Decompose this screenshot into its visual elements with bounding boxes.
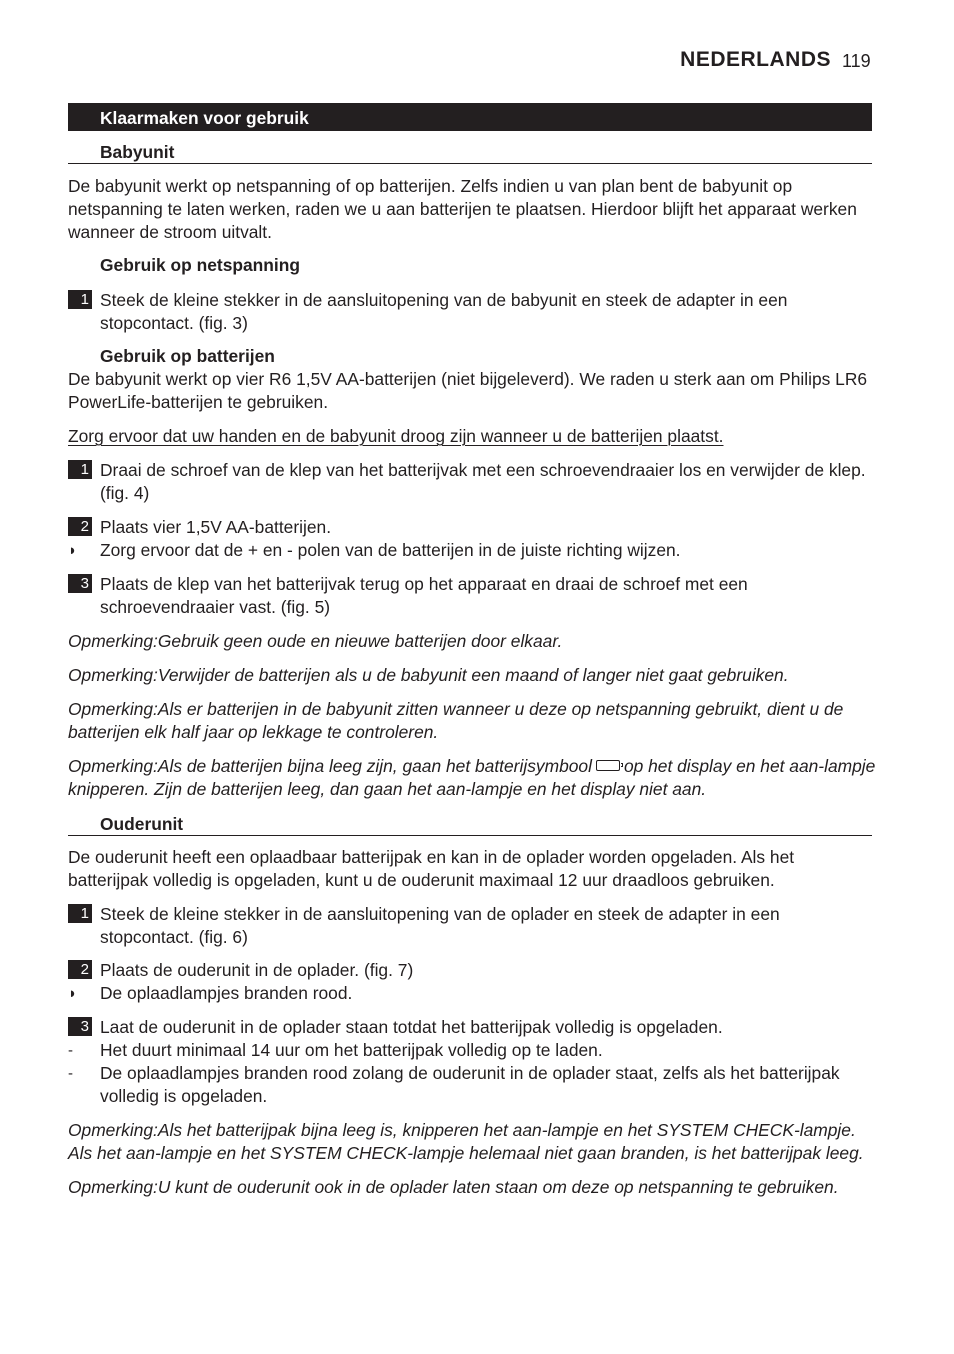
ouderunit-intro: De ouderunit heeft een oplaadbaar batterijpak en kan in de oplader worden opgeladen. Als het batterijpak volledig is opgeladen, kunt u de ouderunit maximaal 12 uur draadloos gebruiken. — [68, 847, 795, 890]
step-number: 1 — [68, 460, 92, 479]
dash-marker: - — [68, 1042, 73, 1059]
result-marker-icon: ◗ — [68, 542, 78, 559]
batteries-step-2 — [68, 516, 876, 539]
step-text: Plaats de klep van het batterijvak terug op het apparaat en draai de schroef met een schroevendraaier vast. (fig. 5) — [100, 574, 748, 617]
step-number: 1 — [68, 904, 92, 923]
note-text-part-1: Opmerking:Als de batterijen bijna leeg zijn, gaan het batterijsymbool — [68, 756, 592, 776]
step-text: Laat de ouderunit in de oplader staan totdat het batterijpak volledig is opgeladen. — [100, 1017, 723, 1037]
step-text: Steek de kleine stekker in de aansluitopening van de oplader en steek de adapter in een stopcontact. (fig. 6) — [100, 904, 780, 947]
page-number: 119 — [842, 51, 871, 71]
batteries-step-3 — [68, 573, 876, 619]
batteries-heading: Gebruik op batterijen — [100, 346, 275, 366]
ouderunit-step-2 — [68, 959, 876, 982]
babyunit-heading: Babyunit — [68, 140, 872, 164]
mains-step-1 — [68, 289, 876, 335]
battery-note-4 — [68, 755, 876, 801]
step-text: Steek de kleine stekker in de aansluitopening van de babyunit en steek de adapter in een stopcontact. (fig. 3) — [100, 290, 788, 333]
battery-note-1: Opmerking:Gebruik geen oude en nieuwe batterijen door elkaar. — [68, 631, 563, 651]
batteries-step-1 — [68, 459, 876, 505]
step-number: 2 — [68, 517, 92, 536]
language-label: NEDERLANDS — [680, 48, 831, 71]
battery-note-2: Opmerking:Verwijder de batterijen als u de babyunit een maand of langer niet gaat gebruiken. — [68, 665, 789, 685]
dash-text: De oplaadlampjes branden rood zolang de ouderunit in de oplader staat, zelfs als het batterijpak volledig is opgeladen. — [100, 1063, 840, 1106]
result-marker-icon: ◗ — [68, 985, 78, 1002]
ouderunit-note-1: Opmerking:Als het batterijpak bijna leeg is, knipperen het aan-lampje en het SYSTEM CHECK-lampje. Als het aan-lampje en het SYSTEM CHECK-lampje helemaal niet gaan branden, is het batterijpak leeg. — [68, 1120, 864, 1163]
step-text: Draai de schroef van de klep van het batterijvak met een schroevendraaier los en verwijder de klep. (fig. 4) — [100, 460, 866, 503]
ouderunit-step-2-result — [68, 982, 876, 1005]
babyunit-intro: De babyunit werkt op netspanning of op batterijen. Zelfs indien u van plan bent de babyunit op netspanning te laten werken, raden we u aan batterijen te plaatsen. Hierdoor blijft het apparaat werken wanneer de stroom uitvalt. — [68, 176, 857, 242]
ouderunit-note-2: Opmerking:U kunt de ouderunit ook in de oplader laten staan om deze op netspanning te gebruiken. — [68, 1177, 839, 1197]
dash-marker: - — [68, 1065, 73, 1082]
step-text: Plaats de ouderunit in de oplader. (fig. 7) — [100, 960, 414, 980]
ouderunit-step-3 — [68, 1016, 876, 1039]
step-number: 3 — [68, 574, 92, 593]
batteries-warning: Zorg ervoor dat uw handen en de babyunit droog zijn wanneer u de batterijen plaatst. — [68, 426, 724, 446]
battery-icon — [596, 760, 620, 771]
note-text-part-2: op het display en het aan-lampje knipperen. Zijn de batterijen leeg, dan gaan het aan-lampje en het display niet aan. — [68, 756, 876, 799]
result-text: Zorg ervoor dat de + en - polen van de batterijen in de juiste richting wijzen. — [100, 540, 681, 560]
ouderunit-dash-1 — [68, 1039, 876, 1062]
step-number: 3 — [68, 1017, 92, 1036]
step-text: Plaats vier 1,5V AA-batterijen. — [100, 517, 332, 537]
step-number: 1 — [68, 290, 92, 309]
mains-heading: Gebruik op netspanning — [100, 255, 301, 275]
batteries-intro: De babyunit werkt op vier R6 1,5V AA-batterijen (niet bijgeleverd). We raden u sterk aan om Philips LR6 PowerLife-batterijen te gebruiken. — [68, 369, 868, 412]
section-title-bar: Klaarmaken voor gebruik — [68, 103, 872, 131]
dash-text: Het duurt minimaal 14 uur om het batterijpak volledig op te laden. — [100, 1040, 603, 1060]
battery-note-3: Opmerking:Als er batterijen in de babyunit zitten wanneer u deze op netspanning gebruikt, dient u de batterijen elk half jaar op lekkage te controleren. — [68, 699, 844, 742]
step-number: 2 — [68, 960, 92, 979]
ouderunit-step-1 — [68, 903, 876, 949]
ouderunit-heading: Ouderunit — [68, 812, 872, 836]
result-text: De oplaadlampjes branden rood. — [100, 983, 353, 1003]
ouderunit-dash-2 — [68, 1062, 876, 1108]
batteries-step-2-result — [68, 539, 876, 562]
